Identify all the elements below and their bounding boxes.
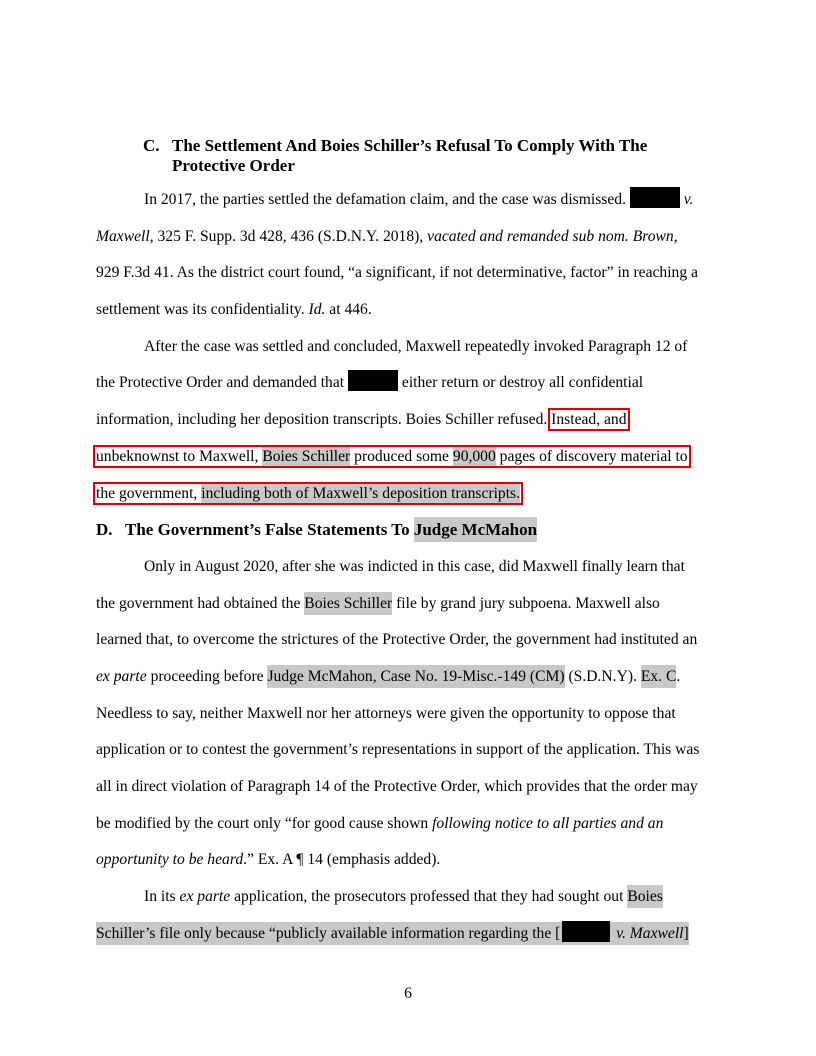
doc-line (96, 255, 720, 292)
text-segment: pages of discovery material to (495, 447, 688, 465)
highlighted-text: Judge McMahon, Case No. 19-Misc.-149 (CM) (267, 665, 564, 688)
red-annotation-box (96, 485, 520, 502)
text-segment: application or to contest the government’s representations in support of the application. This was (96, 741, 700, 759)
page-number: 6 (404, 985, 412, 1002)
text-segment: proceeding before (146, 667, 268, 685)
highlighted-text: 90,000 (453, 445, 496, 468)
text-segment: produced some (350, 447, 453, 465)
doc-line (96, 842, 720, 879)
doc-line (96, 292, 720, 329)
section-heading-section-d (96, 512, 720, 549)
red-annotation-box (551, 411, 626, 428)
red-annotation-box (96, 448, 688, 465)
text-segment: vacated and remanded sub nom. Brown (427, 227, 674, 245)
text-segment: application, the prosecutors professed that they had sought out (230, 888, 628, 906)
doc-line (96, 219, 720, 256)
text-segment: , 325 F. Supp. 3d 428, 436 (S.D.N.Y. 2018), (149, 227, 428, 245)
doc-line (96, 659, 720, 696)
doc-line (96, 402, 720, 439)
text-segment: unbeknownst to Maxwell, (96, 447, 263, 465)
section-label: D. (96, 520, 113, 540)
text-segment: . (676, 667, 681, 685)
doc-line (96, 879, 720, 916)
highlighted-text: Ex. C (641, 665, 677, 688)
text-segment: Only in August 2020, after she was indicted in this case, did Maxwell finally learn that (144, 557, 685, 575)
highlighted-text: Boies Schiller (304, 592, 392, 615)
text-segment: .” Ex. A ¶ 14 (emphasis added). (243, 851, 441, 869)
doc-line (96, 806, 720, 843)
redaction-box (630, 187, 680, 208)
text-segment: the government had obtained the (96, 594, 305, 612)
highlight-band (560, 922, 612, 945)
text-segment: In its (144, 888, 180, 906)
text-segment: Needless to say, neither Maxwell nor her attorneys were given the opportunity to oppose that (96, 704, 676, 722)
doc-line (96, 769, 720, 806)
text-segment: The Government’s False Statements To (125, 520, 414, 540)
text-segment: v. (683, 191, 694, 208)
redaction-box (348, 370, 398, 391)
text-segment: 929 F.3d 41. As the district court found, “a significant, if not determinative, factor” in reaching a (96, 264, 698, 282)
section-heading-text (172, 136, 647, 176)
redaction-box (562, 921, 610, 942)
text-segment: In 2017, the parties settled the defamation claim, and the case was dismissed. (144, 191, 630, 208)
text-segment: at 446. (325, 301, 372, 319)
doc-line (96, 622, 720, 659)
highlighted-text: Boies Schiller (262, 445, 350, 468)
text-segment: opportunity to be heard (96, 851, 244, 869)
text-segment: Instead, and (551, 411, 627, 429)
text-segment: the government, (96, 484, 202, 502)
section-heading-section-c (143, 136, 720, 176)
doc-line (96, 586, 720, 623)
text-segment: be modified by the court only “for good cause shown (96, 814, 433, 832)
doc-line (96, 439, 720, 476)
highlighted-text: Boies (627, 885, 663, 908)
text-segment: The Settlement And Boies Schiller’s Refusal To Comply With The (172, 136, 648, 155)
text-segment: all in direct violation of Paragraph 14 of the Protective Order, which provides that the order may (96, 778, 698, 795)
text-segment: After the case was settled and concluded, Maxwell repeatedly invoked Paragraph 12 of (144, 337, 688, 355)
text-segment: ex parte (179, 888, 231, 906)
text-segment: , (673, 227, 678, 245)
section-label: C. (143, 136, 160, 155)
text-segment: information, including her deposition transcripts. Boies Schiller refused. (96, 411, 552, 429)
doc-line (96, 696, 720, 733)
highlighted-text: Schiller’s file only because “publicly available information regarding the [ (96, 922, 560, 945)
document-body (96, 136, 720, 952)
doc-line (96, 476, 720, 513)
text-segment: the Protective Order and demanded that (96, 374, 349, 392)
text-segment: Maxwell (96, 227, 150, 245)
doc-line (96, 365, 720, 402)
doc-line (96, 182, 720, 219)
section-heading-text (125, 512, 537, 549)
highlighted-text: v. Maxwell (616, 922, 683, 945)
highlighted-text: Judge McMahon (414, 517, 537, 542)
doc-line (96, 329, 720, 366)
text-segment: following notice to all parties and an (432, 814, 664, 832)
doc-line (96, 549, 720, 586)
highlighted-text: ] (684, 922, 689, 945)
text-segment: Id. (308, 301, 326, 319)
text-segment: (S.D.N.Y). (564, 667, 641, 685)
text-segment: learned that, to overcome the strictures of the Protective Order, the government had instituted an (96, 631, 698, 649)
text-segment: ex parte (96, 667, 147, 685)
text-segment: file by grand jury subpoena. Maxwell also (392, 594, 660, 612)
text-segment: either return or destroy all confidential (398, 374, 644, 392)
text-segment: settlement was its confidentiality. (96, 301, 309, 319)
text-segment: Protective Order (172, 156, 295, 175)
highlighted-text: including both of Maxwell’s deposition transcripts. (201, 482, 520, 505)
doc-line (96, 916, 720, 953)
doc-line (96, 732, 720, 769)
